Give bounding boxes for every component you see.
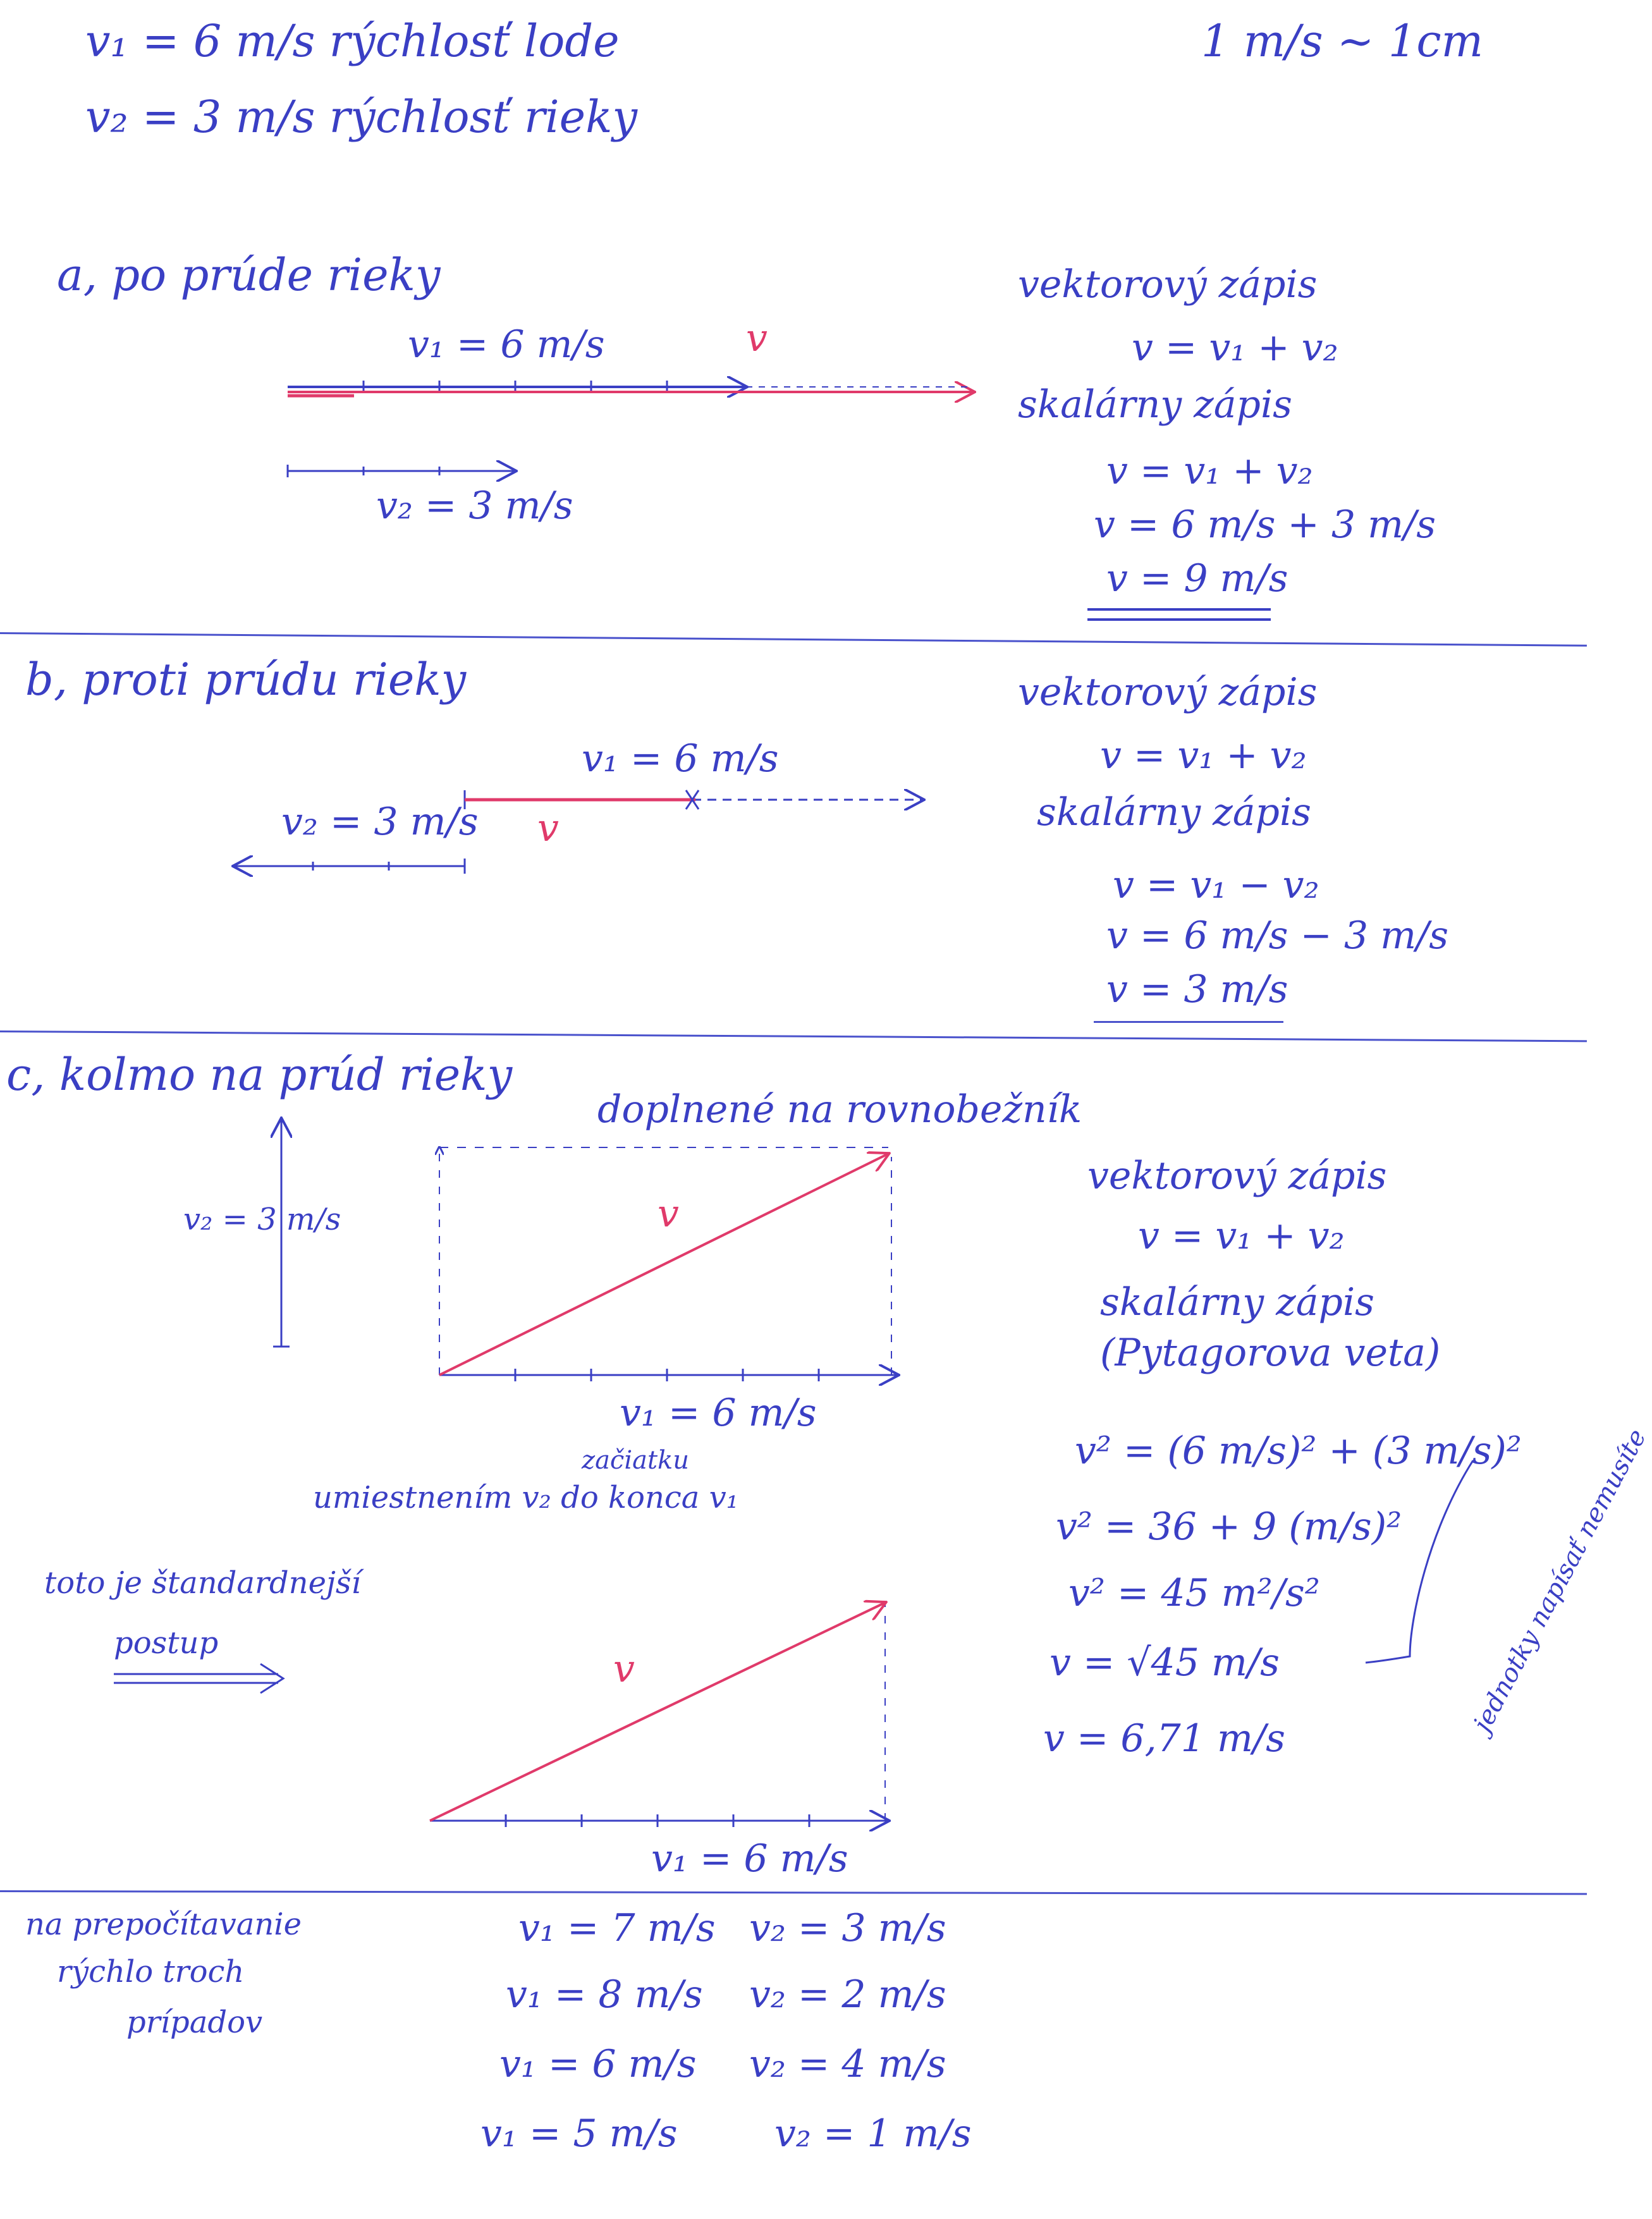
exercise-row-2-v2: v₂ = 2 m/s [749, 1972, 946, 2017]
part-b-eq1: v = v₁ − v₂ [1113, 863, 1319, 907]
part-a-v2-arrow [288, 465, 515, 477]
part-c-placement-insert: začiatku [582, 1446, 690, 1475]
part-a-v-label: v [746, 316, 768, 360]
part-b-result: v = 3 m/s [1106, 967, 1288, 1012]
part-c-eq4: v = √45 m/s [1049, 1641, 1280, 1685]
part-c-standard-note: toto je štandardnejší [44, 1565, 361, 1601]
exercise-label-3: prípadov [126, 2005, 263, 2040]
part-a-scalar-heading: skalárny zápis [1018, 382, 1292, 427]
part-a-title: a, po prúde rieky [57, 249, 441, 301]
part-b-scalar-heading: skalárny zápis [1037, 790, 1311, 834]
part-b-title: b, proti prúdu rieky [25, 654, 467, 706]
part-c-parallelogram-note: doplnené na rovnobežník [597, 1087, 1082, 1132]
part-b-v2-label: v₂ = 3 m/s [281, 800, 479, 844]
part-c-scalar-heading: skalárny zápis [1100, 1280, 1374, 1324]
part-c-eq2: v² = 36 + 9 (m/s)² [1056, 1505, 1402, 1549]
part-c-parallelogram [439, 1147, 898, 1381]
exercise-row-4-v1: v₁ = 5 m/s [480, 2112, 678, 2156]
part-a-eq1: v = v₁ + v₂ [1106, 449, 1313, 493]
part-b-v-label: v [537, 806, 559, 850]
exercise-row-3-v1: v₁ = 6 m/s [499, 2042, 697, 2086]
part-c-placement-note: umiestnením v₂ do konca v₁ [313, 1480, 738, 1515]
part-c-eq5: v = 6,71 m/s [1043, 1716, 1285, 1761]
part-c-triangle [430, 1603, 888, 1827]
header-v1: v₁ = 6 m/s rýchlosť lode [85, 15, 620, 67]
exercise-label-2: rýchlo troch [57, 1954, 245, 1990]
part-a-v2-label: v₂ = 3 m/s [376, 484, 573, 528]
part-a-result: v = 9 m/s [1106, 556, 1288, 601]
part-a-vector-eq: v = v₁ + v₂ [1132, 326, 1338, 370]
standard-approach-arrow [114, 1664, 283, 1693]
part-c-v2-label: v₂ = 3 m/s [183, 1202, 341, 1237]
part-c-title: c, kolmo na prúd rieky [6, 1049, 513, 1101]
part-c-v-label: v [658, 1192, 679, 1236]
header-v2: v₂ = 3 m/s rýchlosť rieky [85, 91, 638, 143]
part-a-eq2: v = 6 m/s + 3 m/s [1094, 503, 1436, 547]
part-a-result-underline [1087, 608, 1271, 621]
exercise-row-3-v2: v₂ = 4 m/s [749, 2042, 946, 2086]
part-c-vector-heading: vektorový zápis [1087, 1154, 1387, 1198]
exercise-row-1-v1: v₁ = 7 m/s [518, 1906, 716, 1950]
part-b-v-arrow [465, 790, 699, 809]
part-b-vector-eq: v = v₁ + v₂ [1100, 733, 1307, 778]
part-c-side-note: jednotky napísať nemusíte [1467, 1424, 1652, 1737]
part-c-v1-label: v₁ = 6 m/s [620, 1391, 817, 1435]
part-c-scalar-sub: (Pytagorova veta) [1100, 1331, 1441, 1375]
part-b-result-underline [1094, 1021, 1283, 1023]
exercise-row-2-v1: v₁ = 8 m/s [506, 1972, 703, 2017]
part-b-eq2: v = 6 m/s − 3 m/s [1106, 914, 1449, 958]
part-c-standard-note-2: postup [114, 1625, 219, 1661]
exercise-label-1: na prepočítavanie [25, 1907, 302, 1942]
part-c-vector-eq: v = v₁ + v₂ [1138, 1214, 1345, 1258]
part-c-eq1: v² = (6 m/s)² + (3 m/s)² [1075, 1429, 1522, 1473]
part-c-v-label-2: v [613, 1647, 635, 1691]
exercise-row-1-v2: v₂ = 3 m/s [749, 1906, 946, 1950]
part-a-v-arrow [288, 387, 974, 396]
part-c-v1-label-2: v₁ = 6 m/s [651, 1837, 848, 1881]
side-note-brace [1366, 1460, 1473, 1663]
exercise-row-4-v2: v₂ = 1 m/s [774, 2112, 972, 2156]
part-b-v2-arrow [234, 859, 465, 874]
part-a-vector-heading: vektorový zápis [1018, 262, 1318, 307]
part-b-v1-label: v₁ = 6 m/s [582, 737, 779, 781]
part-c-eq3: v² = 45 m²/s² [1068, 1571, 1320, 1615]
part-a-v1-label: v₁ = 6 m/s [408, 322, 605, 367]
header-scale: 1 m/s ~ 1cm [1201, 15, 1483, 67]
part-b-vector-heading: vektorový zápis [1018, 670, 1318, 714]
